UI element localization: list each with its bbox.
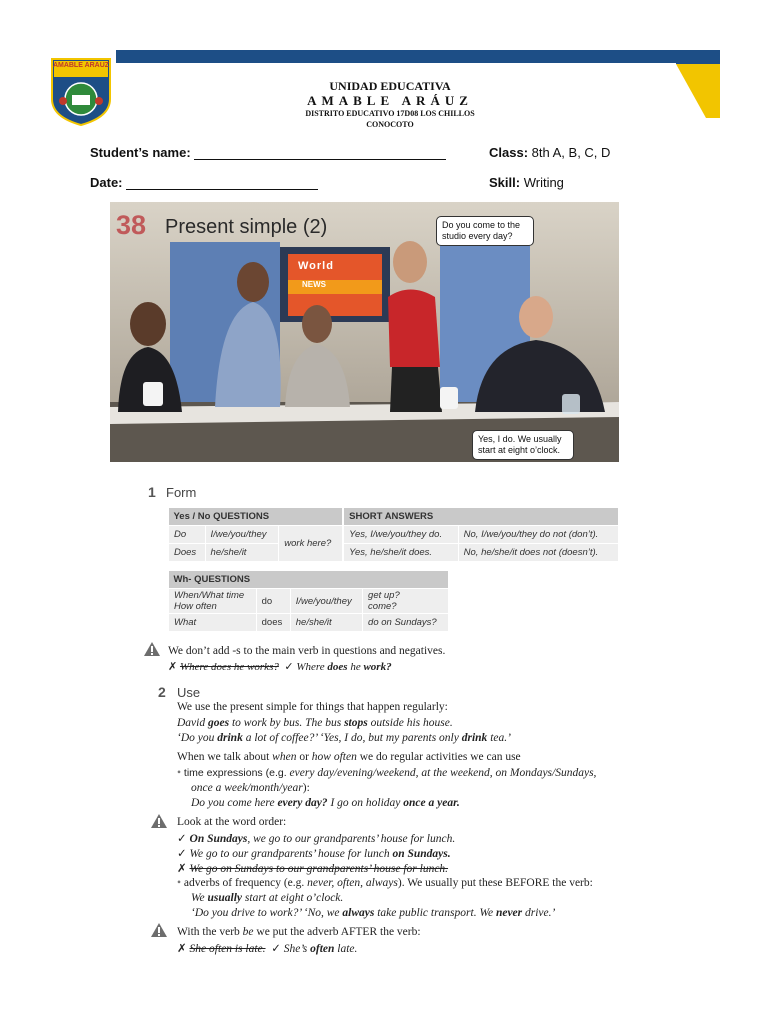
ex-italic: be (242, 926, 254, 938)
cell-wh-subject-singular: he/she/it (290, 614, 362, 632)
header-accent-shape (676, 58, 720, 118)
cell-wh-does: does (256, 614, 290, 632)
cell-wh-when (169, 589, 257, 614)
ex-text: We go to our grandparents’ house for lunch (189, 848, 393, 860)
wh-come-text: come? (368, 601, 397, 612)
class-field (489, 145, 610, 160)
verb-be-example (177, 941, 357, 955)
speech-bubble-question: Do you come to the studio every day? (436, 216, 534, 246)
ex-text: When we talk about (177, 751, 273, 763)
cell-wh-what: What (169, 614, 257, 632)
cross-icon: ✗ (177, 863, 187, 875)
date-line[interactable] (126, 177, 318, 190)
newsroom-illustration (110, 202, 619, 462)
word-order-correct-2 (177, 846, 451, 860)
cell-wh-subject-plural: I/we/you/they (290, 589, 362, 614)
skill-label: Skill: (489, 175, 521, 190)
school-name: AMABLE ARÁUZ (307, 93, 473, 108)
school-location: CONOCOTO (366, 120, 414, 129)
wh-get-up-text: get up? (368, 590, 400, 601)
ex-italic: never, often, always (307, 877, 398, 889)
short-answers-header: SHORT ANSWERS (343, 508, 618, 526)
ex-text: or (296, 751, 312, 763)
use-example-1 (177, 717, 453, 729)
ex-text: ). We usually put these BEFORE the verb: (397, 877, 593, 889)
student-name-label: Student’s name: (90, 145, 191, 160)
ex-bold: stops (344, 717, 368, 729)
cross-icon: ✗ (168, 661, 178, 673)
word-order-correct-1 (177, 831, 455, 845)
cell-short-yes-plural: Yes, I/we/you/they do. (343, 526, 458, 544)
wrong-example: We go on Sundays to our grandparents’ house for lunch. (189, 863, 449, 875)
adverbs-example-1 (191, 892, 343, 904)
class-label: Class: (489, 145, 529, 160)
ex-text: we put the adverb AFTER the verb: (253, 926, 421, 938)
ex-text: ‘Do you drive to work?’ ‘No, we (191, 907, 343, 919)
bullet-icon: • (177, 877, 182, 889)
use-example-2 (177, 732, 511, 744)
ex-text: outside his house. (367, 717, 453, 729)
ex-italic: how often (311, 751, 357, 763)
ex-text: , we go to our grandparents’ house for lunch. (247, 833, 456, 845)
bullet-time-expressions (177, 767, 596, 779)
ex-text: late. (334, 943, 358, 955)
ex-text: we do regular activities we can use (356, 751, 521, 763)
date-field (90, 175, 318, 190)
logo-text: AMABLE ARAUZ (52, 62, 110, 69)
unit-title: Present simple (2) (165, 216, 328, 238)
ex-bold: every day? (277, 797, 328, 809)
right-ex-part: Where (296, 661, 328, 673)
cell-wh-verb-2: do on Sundays? (363, 614, 448, 632)
ex-text: a lot of coffee?’ ‘Yes, I do, but my parents only (242, 732, 462, 744)
class-value: 8th A, B, C, D (531, 145, 611, 160)
word-order-wrong (177, 861, 448, 875)
cell-short-yes-singular: Yes, he/she/it does. (343, 544, 458, 562)
ex-text: She’s (283, 943, 311, 955)
wh-questions-table (168, 571, 448, 631)
header-band (116, 50, 720, 63)
check-icon: ✓ (177, 833, 187, 845)
ex-italic: every day/evening/weekend, at the weekend, on Mondays/Sundays, (289, 767, 597, 779)
ex-text: time expressions (e.g. (183, 767, 290, 779)
skill-field (489, 175, 564, 190)
cell-short-no-plural: No, I/we/you/they do not (don’t). (458, 526, 618, 544)
bullet-icon: • (177, 767, 182, 779)
cell-does: Does (169, 544, 206, 562)
skill-value: Writing (523, 175, 564, 190)
ex-bold: drink (217, 732, 243, 744)
ex-text: David (177, 717, 208, 729)
check-icon: ✓ (284, 661, 294, 673)
wrong-example: She often is late. (189, 943, 266, 955)
word-order-title: Look at the word order: (177, 816, 287, 828)
wrong-example: Where does he works? (179, 661, 279, 673)
cell-do: Do (169, 526, 206, 544)
ex-bold: never (495, 907, 523, 919)
section-1-title: Form (166, 485, 197, 500)
ex-bold: once a year. (403, 797, 460, 809)
wh-header: Wh- QUESTIONS (169, 571, 449, 589)
note-no-s-rule: We don’t add -s to the main verb in questions and negatives. (168, 645, 446, 657)
ex-bold: usually (207, 892, 243, 904)
right-ex-bold: does (327, 661, 348, 673)
student-name-line[interactable] (194, 147, 446, 160)
ex-bold: On Sundays (189, 833, 248, 845)
ex-bold: on Sundays. (392, 848, 451, 860)
wh-when-text: When/What time (174, 590, 245, 601)
ex-text: With the verb (177, 926, 243, 938)
ex-text: to work by bus. The bus (229, 717, 345, 729)
use-intro: We use the present simple for things that happen regularly: (177, 701, 448, 713)
unit-photo (110, 202, 619, 462)
section-2-title: Use (177, 685, 201, 700)
check-icon: ✓ (271, 943, 281, 955)
school-district: DISTRITO EDUCATIVO 17D08 LOS CHILLOS (305, 109, 475, 118)
adverbs-example-2 (191, 907, 555, 919)
wh-how-often-text: How often (174, 601, 217, 612)
tv-screen-subtitle: NEWS (302, 280, 326, 289)
ex-text: adverbs of frequency (e.g. (183, 877, 308, 889)
verb-be-rule (177, 926, 421, 938)
ex-bold: drink (461, 732, 488, 744)
yes-no-header: Yes / No QUESTIONS (169, 508, 344, 526)
right-ex-part: he (347, 661, 364, 673)
section-1-number: 1 (148, 484, 156, 500)
ex-text: take public transport. We (374, 907, 496, 919)
warning-icon (150, 922, 168, 938)
use-when-intro (177, 751, 521, 763)
cross-icon: ✗ (177, 943, 187, 955)
unit-number: 38 (116, 210, 147, 240)
ex-italic: when (272, 751, 297, 763)
ex-text: We (191, 892, 208, 904)
ex-text: tea.’ (487, 732, 511, 744)
school-line-1: UNIDAD EDUCATIVA (329, 79, 451, 93)
ex-text: Do you come here (191, 797, 278, 809)
date-label: Date: (90, 175, 123, 190)
note-no-s-example (168, 660, 392, 673)
cell-verb: work here? (279, 526, 343, 562)
ex-bold: always (342, 907, 375, 919)
cell-subject-plural: I/we/you/they (205, 526, 279, 544)
bullet-adverbs (177, 877, 593, 889)
right-ex-bold: work? (363, 661, 392, 673)
ex-text: drive.’ (522, 907, 556, 919)
cell-short-no-singular: No, he/she/it does not (doesn’t). (458, 544, 618, 562)
ex-bold: often (310, 943, 335, 955)
ex-italic: once a week/month/year (191, 782, 303, 794)
warning-icon (150, 813, 168, 829)
cell-wh-do: do (256, 589, 290, 614)
ex-text: ‘Do you (177, 732, 218, 744)
cell-wh-verb-1 (363, 589, 448, 614)
time-expressions-example (191, 797, 460, 809)
check-icon: ✓ (177, 848, 187, 860)
section-2-number: 2 (158, 684, 166, 700)
student-name-field (90, 145, 446, 160)
yes-no-questions-table (168, 508, 618, 561)
warning-icon (143, 641, 161, 657)
ex-text: ): (302, 782, 310, 794)
time-expressions-cont (191, 782, 310, 794)
tv-screen-title: World (298, 260, 334, 272)
ex-text: start at eight o’clock. (242, 892, 344, 904)
ex-text: I go on holiday (327, 797, 404, 809)
speech-bubble-answer: Yes, I do. We usually start at eight o’clock. (472, 430, 574, 460)
cell-subject-singular: he/she/it (205, 544, 279, 562)
ex-bold: goes (207, 717, 230, 729)
